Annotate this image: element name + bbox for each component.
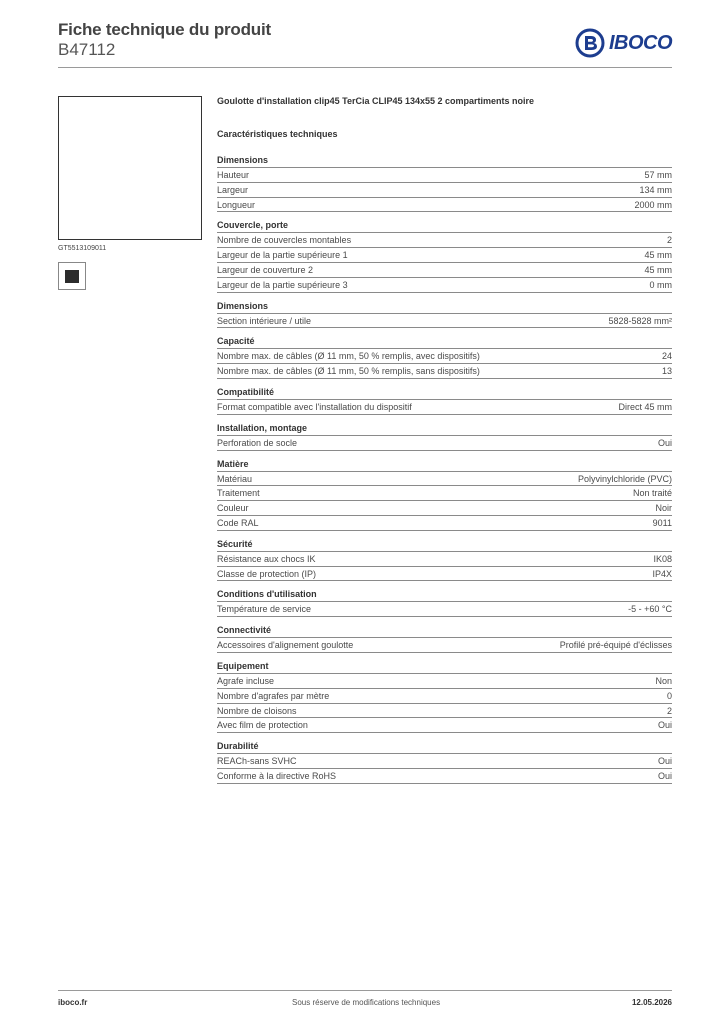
spec-label: Nombre max. de câbles (Ø 11 mm, 50 % remplis, sans dispositifs) — [217, 366, 480, 377]
spec-value: Oui — [657, 720, 672, 731]
spec-row — [217, 638, 672, 653]
spec-value: Noir — [655, 503, 672, 514]
spec-section — [217, 457, 672, 531]
section-title: Equipement — [217, 660, 269, 671]
spec-label: Nombre d'agrafes par mètre — [217, 690, 330, 701]
spec-label: Résistance aux chocs IK — [217, 553, 316, 564]
spec-label: Format compatible avec l'installation du dispositif — [217, 401, 412, 412]
spec-section — [217, 153, 672, 212]
spec-section — [217, 421, 672, 451]
spec-value: Oui — [657, 437, 672, 448]
spec-row — [217, 263, 672, 278]
spec-value: Non traité — [632, 488, 672, 499]
spec-content — [217, 96, 672, 790]
footer-date: 12.05.2026 — [631, 998, 672, 1007]
footer-divider — [58, 990, 672, 991]
spec-value: 45 mm — [644, 264, 672, 275]
spec-label: Section intérieure / utile — [217, 315, 312, 326]
spec-rows — [217, 313, 672, 329]
spec-value: -5 - +60 °C — [628, 604, 672, 615]
product-thumbnail[interactable] — [58, 262, 86, 290]
spec-label: Nombre de cloisons — [217, 705, 297, 716]
spec-value: IK08 — [653, 553, 672, 564]
spec-row — [217, 516, 672, 531]
spec-value: IP4X — [652, 568, 672, 579]
spec-label: Classe de protection (IP) — [217, 568, 317, 579]
spec-label: Conforme à la directive RoHS — [217, 770, 337, 781]
spec-section — [217, 587, 672, 617]
spec-section — [217, 218, 672, 292]
spec-value: Profilé pré-équipé d'éclisses — [559, 640, 672, 651]
spec-label: Hauteur — [217, 170, 250, 180]
spec-row — [217, 704, 672, 719]
tech-specs-title: Caractéristiques techniques — [217, 129, 338, 139]
spec-value: 13 — [661, 366, 672, 377]
spec-section — [217, 537, 672, 582]
spec-row — [217, 486, 672, 501]
spec-value: 2 — [666, 235, 672, 246]
section-title: Sécurité — [217, 538, 253, 549]
brand-logo[interactable] — [575, 28, 672, 58]
header-divider — [58, 67, 672, 68]
section-title: Capacité — [217, 336, 255, 347]
spec-label: Température de service — [217, 604, 312, 615]
spec-section — [217, 299, 672, 329]
spec-row — [217, 689, 672, 704]
section-title: Durabilité — [217, 741, 259, 752]
section-title: Matière — [217, 458, 249, 469]
spec-label: Accessoires d'alignement goulotte — [217, 640, 354, 651]
footer-website[interactable]: iboco.fr — [58, 998, 88, 1007]
spec-row — [217, 436, 672, 451]
spec-row — [217, 754, 672, 769]
spec-label: Traitement — [217, 488, 260, 499]
spec-label: Largeur de couverture 2 — [217, 264, 314, 275]
iboco-logo-icon — [575, 28, 605, 58]
spec-value: 45 mm — [644, 250, 672, 261]
section-title: Installation, montage — [217, 422, 308, 433]
spec-label: Largeur de la partie supérieure 3 — [217, 279, 348, 290]
spec-section — [217, 739, 672, 784]
spec-label: Largeur — [217, 184, 249, 195]
spec-row — [217, 552, 672, 567]
spec-value: 5828-5828 mm² — [608, 315, 672, 326]
spec-rows — [217, 471, 672, 531]
spec-rows — [217, 399, 672, 415]
spec-row — [217, 364, 672, 379]
section-title: Connectivité — [217, 625, 272, 636]
spec-label: Longueur — [217, 199, 256, 210]
spec-row — [217, 233, 672, 248]
spec-value: 24 — [661, 351, 672, 362]
spec-value: 2000 mm — [634, 199, 672, 210]
spec-label: Largeur de la partie supérieure 1 — [217, 250, 348, 261]
spec-rows — [217, 601, 672, 617]
spec-value: Polyvinylchloride (PVC) — [577, 473, 672, 484]
spec-section — [217, 623, 672, 653]
spec-sections — [217, 153, 672, 784]
section-title: Dimensions — [217, 300, 269, 311]
spec-value: Direct 45 mm — [618, 401, 672, 412]
spec-row — [217, 278, 672, 293]
spec-rows — [217, 167, 672, 212]
spec-label: REACh-sans SVHC — [217, 756, 297, 767]
spec-label: Nombre max. de câbles (Ø 11 mm, 50 % remplis, avec dispositifs) — [217, 351, 480, 362]
spec-value: 0 mm — [649, 279, 672, 290]
spec-value: 0 — [666, 690, 672, 701]
spec-label: Couleur — [217, 503, 249, 514]
spec-value: 57 mm — [644, 170, 672, 180]
spec-section — [217, 385, 672, 415]
spec-row — [217, 248, 672, 263]
product-image-placeholder — [58, 96, 202, 240]
spec-row — [217, 567, 672, 582]
spec-rows — [217, 753, 672, 784]
spec-rows — [217, 637, 672, 653]
spec-row — [217, 198, 672, 213]
spec-row — [217, 718, 672, 733]
logo-wordmark: IBOCO — [608, 31, 672, 54]
product-name: Goulotte d'installation clip45 TerCia CLIP45 134x55 2 compartiments noire — [217, 96, 535, 106]
spec-value: Non — [655, 675, 672, 686]
spec-row — [217, 168, 672, 183]
spec-rows — [217, 348, 672, 379]
spec-rows — [217, 551, 672, 582]
footer-notice: Sous réserve de modifications techniques — [292, 998, 441, 1007]
spec-label: Perforation de socle — [217, 437, 298, 448]
spec-section — [217, 659, 672, 733]
section-title: Compatibilité — [217, 386, 275, 397]
spec-value: 9011 — [652, 517, 672, 528]
section-title: Couvercle, porte — [217, 220, 289, 231]
product-reference: B47112 — [58, 40, 116, 59]
thumbnail-image — [65, 270, 79, 283]
spec-row — [217, 674, 672, 689]
spec-section — [217, 334, 672, 379]
spec-value: 2 — [666, 705, 672, 716]
page-header — [58, 20, 672, 66]
spec-row — [217, 400, 672, 415]
spec-row — [217, 602, 672, 617]
spec-value: Oui — [657, 770, 672, 781]
spec-label: Avec film de protection — [217, 720, 308, 731]
page-title: Fiche technique du produit — [58, 20, 271, 39]
product-code: GT5513109011 — [58, 245, 107, 252]
spec-row — [217, 769, 672, 784]
spec-label: Code RAL — [217, 517, 259, 528]
spec-value: Oui — [657, 756, 672, 767]
section-title: Conditions d'utilisation — [217, 589, 317, 600]
spec-label: Nombre de couvercles montables — [217, 235, 352, 246]
spec-rows — [217, 435, 672, 451]
spec-value: 134 mm — [639, 184, 672, 195]
spec-row — [217, 349, 672, 364]
spec-row — [217, 314, 672, 329]
spec-label: Matériau — [217, 473, 253, 484]
spec-row — [217, 183, 672, 198]
spec-row — [217, 501, 672, 516]
spec-rows — [217, 673, 672, 733]
spec-label: Agrafe incluse — [217, 675, 275, 686]
spec-row — [217, 472, 672, 487]
spec-rows — [217, 232, 672, 292]
section-title: Dimensions — [217, 155, 269, 165]
